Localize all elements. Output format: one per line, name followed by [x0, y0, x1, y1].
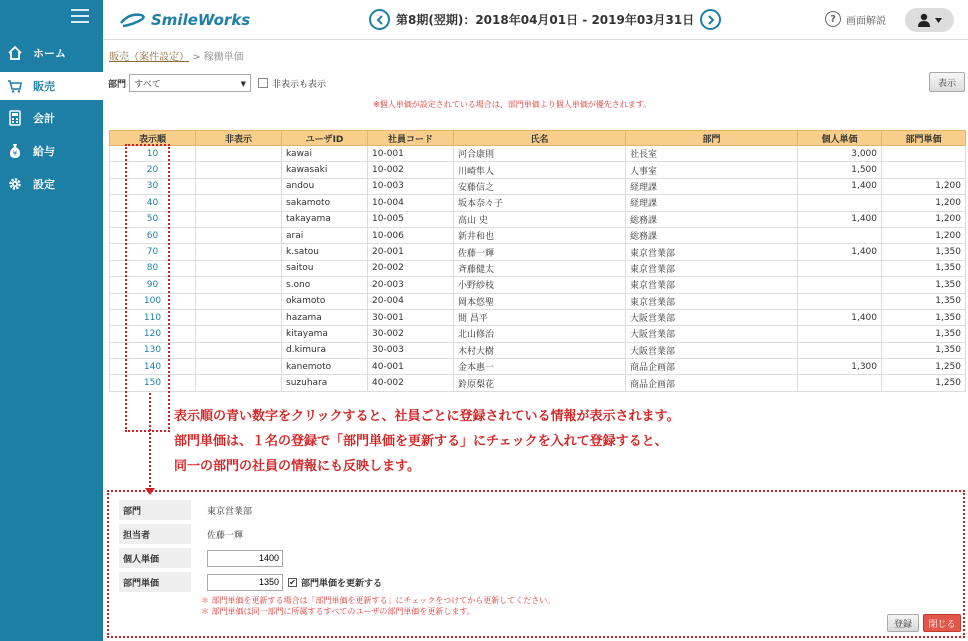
- gear-icon: [7, 176, 23, 192]
- home-icon: [7, 45, 23, 61]
- user-id-cell: saitou: [282, 260, 368, 276]
- order-link[interactable]: 30: [110, 178, 196, 194]
- hidden-cell: [196, 309, 282, 325]
- personal-price-cell: [798, 293, 882, 309]
- col-header-hidden[interactable]: 非表示: [196, 131, 282, 146]
- col-header-user-id[interactable]: ユーザID: [282, 131, 368, 146]
- dept-price-input[interactable]: [207, 574, 283, 591]
- personal-price-cell: [798, 195, 882, 211]
- name-cell: 鈴原梨花: [454, 375, 626, 391]
- register-button[interactable]: 登録: [887, 614, 919, 632]
- dept-cell: 商品企画部: [626, 359, 798, 375]
- dept-price-cell: 1,250: [882, 359, 966, 375]
- dept-price-cell: 1,200: [882, 178, 966, 194]
- display-button[interactable]: 表示: [929, 72, 965, 92]
- svg-text:¥: ¥: [12, 149, 18, 158]
- table-row: [110, 293, 966, 309]
- cart-icon: [7, 78, 23, 94]
- name-cell: 坂本奈々子: [454, 195, 626, 211]
- table-row: [110, 178, 966, 194]
- dept-cell: 大阪営業部: [626, 326, 798, 342]
- name-cell: 新井和也: [454, 227, 626, 243]
- hidden-cell: [196, 359, 282, 375]
- user-id-cell: takayama: [282, 211, 368, 227]
- order-link[interactable]: 20: [110, 162, 196, 178]
- table-row: [110, 260, 966, 276]
- user-id-cell: s.ono: [282, 277, 368, 293]
- dept-price-cell: [882, 162, 966, 178]
- dept-cell: 総務課: [626, 227, 798, 243]
- personal-price-cell: [798, 227, 882, 243]
- order-link[interactable]: 110: [110, 309, 196, 325]
- header: [103, 0, 968, 40]
- hidden-cell: [196, 326, 282, 342]
- dept-price-cell: 1,350: [882, 342, 966, 358]
- table-row: [110, 326, 966, 342]
- employee-code-cell: 10-002: [368, 162, 454, 178]
- hidden-cell: [196, 211, 282, 227]
- help-label: 画面解説: [846, 15, 886, 27]
- detail-row-person: [119, 524, 243, 544]
- unit-price-table: [109, 130, 966, 392]
- order-link[interactable]: 10: [110, 146, 196, 162]
- employee-code-cell: 40-001: [368, 359, 454, 375]
- table-row: [110, 195, 966, 211]
- sidebar-item-settings[interactable]: [0, 170, 103, 198]
- dept-cell: 総務課: [626, 211, 798, 227]
- name-cell: 岡本悠聖: [454, 293, 626, 309]
- logo[interactable]: [119, 8, 250, 32]
- name-cell: 安藤信之: [454, 178, 626, 194]
- col-header-employee-code[interactable]: 社員コード: [368, 131, 454, 146]
- user-id-cell: kanemoto: [282, 359, 368, 375]
- dept-price-cell: [882, 146, 966, 162]
- hidden-cell: [196, 146, 282, 162]
- order-link[interactable]: 130: [110, 342, 196, 358]
- dept-cell: 大阪営業部: [626, 342, 798, 358]
- hidden-cell: [196, 178, 282, 194]
- dept-cell: 商品企画部: [626, 375, 798, 391]
- sidebar-item-label: ホーム: [33, 47, 66, 60]
- breadcrumb-current: 稼働単価: [203, 52, 244, 63]
- employee-code-cell: 10-006: [368, 227, 454, 243]
- period-selector: [369, 9, 721, 30]
- user-id-cell: suzuhara: [282, 375, 368, 391]
- table-row: [110, 375, 966, 391]
- table-row: [110, 211, 966, 227]
- sidebar-item-label: 設定: [33, 178, 55, 191]
- table-row: [110, 359, 966, 375]
- user-id-cell: kawasaki: [282, 162, 368, 178]
- sidebar-item-label: 会計: [33, 112, 55, 125]
- period-label: 第8期(翌期)：2018年04月01日 - 2019年03月31日: [396, 13, 695, 27]
- detail-person-label: 担当者: [119, 524, 191, 544]
- chevron-right-icon: [706, 15, 716, 25]
- personal-price-cell: 1,400: [798, 244, 882, 260]
- user-id-cell: d.kimura: [282, 342, 368, 358]
- personal-price-cell: 1,400: [798, 178, 882, 194]
- name-cell: 木村大樹: [454, 342, 626, 358]
- money-bag-icon: [7, 143, 23, 159]
- table-row: [110, 162, 966, 178]
- name-cell: 河合康則: [454, 146, 626, 162]
- user-menu-button[interactable]: [905, 8, 954, 32]
- employee-code-cell: 10-003: [368, 178, 454, 194]
- order-link[interactable]: 50: [110, 211, 196, 227]
- detail-personal-price-label: 個人単価: [119, 548, 191, 568]
- detail-row-personal-price: [119, 548, 283, 568]
- employee-code-cell: 20-002: [368, 260, 454, 276]
- name-cell: 斉藤健太: [454, 260, 626, 276]
- dept-filter-select[interactable]: [129, 74, 251, 92]
- detail-row-dept-price: [119, 572, 382, 592]
- dept-price-cell: 1,250: [882, 375, 966, 391]
- user-id-cell: kitayama: [282, 326, 368, 342]
- user-id-cell: okamoto: [282, 293, 368, 309]
- table-row: [110, 244, 966, 260]
- priority-note: ※個人単価が設定されている場合は、部門単価より個人単価が優先されます。: [373, 100, 652, 109]
- order-link[interactable]: 80: [110, 260, 196, 276]
- personal-price-cell: [798, 326, 882, 342]
- hidden-cell: [196, 342, 282, 358]
- detail-dept-price-label: 部門単価: [119, 572, 191, 592]
- sidebar-item-label: 販売: [33, 80, 55, 93]
- hidden-cell: [196, 195, 282, 211]
- table-row: [110, 227, 966, 243]
- name-cell: 佐藤一輝: [454, 244, 626, 260]
- help-button[interactable]: [825, 11, 886, 27]
- name-cell: 間 昌平: [454, 309, 626, 325]
- filter-bar: [108, 74, 326, 92]
- employee-code-cell: 20-004: [368, 293, 454, 309]
- employee-code-cell: 20-003: [368, 277, 454, 293]
- chevron-left-icon: [375, 15, 385, 25]
- caret-down-icon: [934, 16, 943, 25]
- dept-price-cell: 1,350: [882, 260, 966, 276]
- employee-code-cell: 10-001: [368, 146, 454, 162]
- annotation-line-3: 同一の部門の社員の情報にも反映します。: [174, 459, 420, 474]
- next-period-button[interactable]: [700, 9, 721, 30]
- personal-price-cell: 1,400: [798, 309, 882, 325]
- table-row: [110, 309, 966, 325]
- dept-price-cell: 1,350: [882, 244, 966, 260]
- dept-price-cell: 1,200: [882, 227, 966, 243]
- close-button[interactable]: 閉じる: [923, 614, 961, 632]
- order-link[interactable]: 140: [110, 359, 196, 375]
- dept-price-cell: 1,350: [882, 277, 966, 293]
- employee-code-cell: 10-005: [368, 211, 454, 227]
- employee-code-cell: 30-003: [368, 342, 454, 358]
- name-cell: 北山修治: [454, 326, 626, 342]
- table-row: [110, 342, 966, 358]
- dept-filter-label: 部門: [108, 79, 127, 90]
- personal-price-cell: [798, 375, 882, 391]
- col-header-order[interactable]: 表示順: [110, 131, 196, 146]
- hidden-cell: [196, 260, 282, 276]
- show-hidden-checkbox[interactable]: [258, 78, 268, 88]
- show-hidden-label: 非表示も表示: [272, 79, 327, 90]
- sidebar-item-accounting[interactable]: [0, 104, 103, 132]
- order-link[interactable]: 70: [110, 244, 196, 260]
- dept-cell: 東京営業部: [626, 244, 798, 260]
- hidden-cell: [196, 375, 282, 391]
- prev-period-button[interactable]: [369, 9, 390, 30]
- breadcrumb: [109, 48, 244, 63]
- col-header-personal-price[interactable]: 個人単価: [798, 131, 882, 146]
- col-header-name[interactable]: 氏名: [454, 131, 626, 146]
- dept-price-cell: 1,350: [882, 293, 966, 309]
- breadcrumb-parent-link[interactable]: 販売（案件設定）: [109, 52, 189, 63]
- menu-toggle-icon[interactable]: [71, 9, 89, 23]
- order-link[interactable]: 100: [110, 293, 196, 309]
- dept-cell: 東京営業部: [626, 260, 798, 276]
- personal-price-input[interactable]: [207, 550, 283, 567]
- name-cell: 小野紗枝: [454, 277, 626, 293]
- calculator-icon: [7, 110, 23, 126]
- dept-price-cell: 1,350: [882, 326, 966, 342]
- detail-person-value: 佐藤一輝: [207, 530, 244, 541]
- order-link[interactable]: 90: [110, 277, 196, 293]
- col-header-dept-price[interactable]: 部門単価: [882, 131, 966, 146]
- dept-price-cell: 1,200: [882, 211, 966, 227]
- table-row: [110, 146, 966, 162]
- dept-cell: 社長室: [626, 146, 798, 162]
- detail-dept-label: 部門: [119, 500, 191, 520]
- dept-price-cell: 1,350: [882, 309, 966, 325]
- sidebar-item-sales[interactable]: [0, 72, 103, 100]
- table-header-row: [110, 131, 966, 146]
- col-header-dept[interactable]: 部門: [626, 131, 798, 146]
- sidebar: [0, 0, 103, 641]
- annotation-line-1: 表示順の青い数字をクリックすると、社員ごとに登録されている情報が表示されます。: [174, 409, 680, 424]
- hidden-cell: [196, 277, 282, 293]
- employee-code-cell: 30-001: [368, 309, 454, 325]
- dept-filter-value: すべて: [134, 80, 161, 90]
- dropdown-arrow-icon: ▼: [240, 80, 247, 88]
- table-row: [110, 277, 966, 293]
- question-icon: ?: [825, 11, 841, 27]
- employee-code-cell: 40-002: [368, 375, 454, 391]
- main-content: [103, 40, 968, 641]
- dept-cell: 大阪営業部: [626, 309, 798, 325]
- breadcrumb-separator: >: [192, 52, 201, 63]
- dept-cell: 経理課: [626, 178, 798, 194]
- logo-text: SmileWorks: [151, 11, 251, 29]
- user-icon: [917, 13, 931, 27]
- order-link[interactable]: 120: [110, 326, 196, 342]
- order-link[interactable]: 60: [110, 227, 196, 243]
- personal-price-cell: 3,000: [798, 146, 882, 162]
- user-id-cell: andou: [282, 178, 368, 194]
- annotation-text: [174, 404, 679, 479]
- update-dept-price-label: 部門単価を更新する: [301, 578, 383, 589]
- personal-price-cell: 1,400: [798, 211, 882, 227]
- dept-cell: 人事室: [626, 162, 798, 178]
- dept-cell: 東京営業部: [626, 277, 798, 293]
- annotation-connector: [149, 393, 151, 491]
- order-link[interactable]: 40: [110, 195, 196, 211]
- name-cell: 高山 史: [454, 211, 626, 227]
- hidden-cell: [196, 244, 282, 260]
- user-id-cell: k.satou: [282, 244, 368, 260]
- employee-code-cell: 20-001: [368, 244, 454, 260]
- personal-price-cell: [798, 277, 882, 293]
- personal-price-cell: [798, 260, 882, 276]
- order-link[interactable]: 150: [110, 375, 196, 391]
- detail-panel: [107, 490, 965, 638]
- detail-note-1: ＊ 部門単価を更新する場合は「部門単価を更新する」にチェックをつけてから更新してください。: [201, 596, 556, 605]
- personal-price-cell: 1,500: [798, 162, 882, 178]
- employee-code-cell: 30-002: [368, 326, 454, 342]
- sidebar-item-home[interactable]: [0, 39, 103, 67]
- employee-code-cell: 10-004: [368, 195, 454, 211]
- logo-icon: [119, 11, 149, 29]
- name-cell: 金本惠一: [454, 359, 626, 375]
- sidebar-item-label: 給与: [33, 145, 55, 158]
- sidebar-item-payroll[interactable]: [0, 137, 103, 165]
- detail-row-dept: [119, 500, 252, 520]
- dept-cell: 東京営業部: [626, 293, 798, 309]
- user-id-cell: kawai: [282, 146, 368, 162]
- hidden-cell: [196, 227, 282, 243]
- user-id-cell: hazama: [282, 309, 368, 325]
- hidden-cell: [196, 293, 282, 309]
- dept-price-cell: 1,200: [882, 195, 966, 211]
- annotation-line-2: 部門単価は、１名の登録で「部門単価を更新する」にチェックを入れて登録すると、: [174, 434, 668, 449]
- detail-dept-value: 東京営業部: [207, 506, 253, 517]
- hidden-cell: [196, 162, 282, 178]
- user-id-cell: sakamoto: [282, 195, 368, 211]
- detail-note-2: ＊ 部門単価は同一部門に所属するすべてのユーザの部門単価を更新します。: [201, 607, 475, 616]
- personal-price-cell: [798, 342, 882, 358]
- personal-price-cell: 1,300: [798, 359, 882, 375]
- name-cell: 川崎隼人: [454, 162, 626, 178]
- update-dept-price-checkbox[interactable]: ✔: [289, 577, 296, 587]
- user-id-cell: arai: [282, 227, 368, 243]
- dept-cell: 経理課: [626, 195, 798, 211]
